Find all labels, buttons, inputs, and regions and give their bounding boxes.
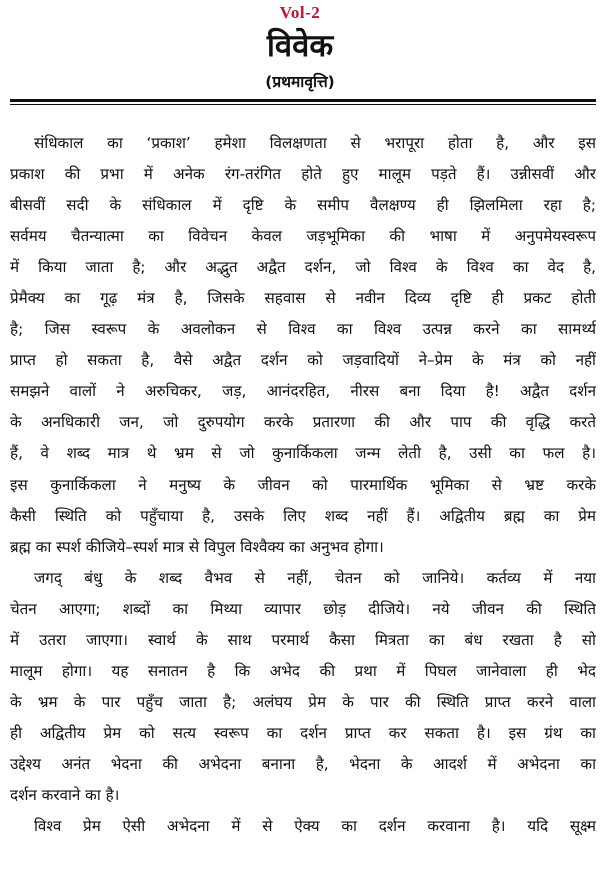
text-line: इस कुनार्किकला ने मनुष्य के जीवन को पारमार्थिक भूमिका से भ्रष्ट करके xyxy=(10,475,596,494)
text-line: में किया जाता है; और अद्भुत अद्वैत दर्शन, जो विश्व के विश्व का वेद है, xyxy=(10,258,596,277)
text-line: हैं, वे शब्द मात्र थे भ्रम से जो कुनार्किकला जन्म लेती है, उसी का फल है। xyxy=(10,444,596,463)
text-line: प्रकाश की प्रभा में अनेक रंग-तरंगित होते हुए मालूम पड़ते हैं। उन्नीसवीं और xyxy=(10,165,596,184)
text-line: समझने वालों ने अरुचिकर, जड़, आनंदरहित, नीरस बना दिया है! अद्वैत दर्शन xyxy=(10,382,596,401)
text-line: में उतरा जाएगा। स्वार्थ के साथ परमार्थ कैसा मित्रता का बंध रखता है सो xyxy=(10,630,596,649)
text-line: कैसी स्थिति को पहुँचाया है, उसके लिए शब्द नहीं हैं। अद्वितीय ब्रह्म का प्रेम xyxy=(10,506,596,525)
document-body xyxy=(10,128,596,842)
text-line: सर्वमय चैतन्यात्मा का विवेचन केवल जड़भूमिका की भाषा में अनुपमेयस्वरूप xyxy=(10,227,596,246)
page-title: विवेक xyxy=(266,28,334,64)
text-line: जगद् बंधु के शब्द वैभव से नहीं, चेतन को जानिये। कर्तव्य में नया xyxy=(34,568,596,587)
header-rule-thick xyxy=(10,99,596,102)
text-line: दर्शन करवाने का है। xyxy=(10,785,120,804)
text-line: मालूम होगा। यह सनातन है कि अभेद की प्रथा में पिघल जानेवाला ही भेद xyxy=(10,661,596,680)
text-line: के भ्रम के पार पहुँच जाता है; अलंघय प्रेम के पार की स्थिति प्राप्त करने वाला xyxy=(10,692,596,711)
text-line: के अनधिकारी जन, जो दुरुपयोग करके प्रतारणा की और पाप की वृद्धि करते xyxy=(10,413,596,432)
text-line: है; जिस स्वरूप के अवलोकन से विश्व का विश्व उत्पन्न करने का सामर्थ्य xyxy=(10,320,596,339)
text-line: उद्देश्य अनंत भेदना की अभेदना बनाना है, भेदना के आदर्श में अभेदना का xyxy=(10,754,596,773)
paragraph-3 xyxy=(10,811,596,842)
text-line: बीसवीं सदी के संधिकाल में दृष्टि के समीप वैलक्षण्य ही झिलमिला रहा है; xyxy=(10,196,596,215)
edition-subtitle: (प्रथमावृत्ति) xyxy=(265,73,335,91)
paragraph-2 xyxy=(10,563,596,811)
header-rule-thin xyxy=(10,104,596,105)
text-line: ही अद्वितीय प्रेम को सत्य स्वरूप का दर्शन प्राप्त कर सकता है। इस ग्रंथ का xyxy=(10,723,596,742)
text-line: प्राप्त हो सकता है, वैसे अद्वैत दर्शन को जड़वादियों ने–प्रेम के मंत्र को नहीं xyxy=(10,351,596,370)
text-line: विश्व प्रेम ऐसी अभेदना में से ऐक्य का दर्शन करवाना है। यदि सूक्ष्म xyxy=(34,817,596,836)
text-line: ब्रह्म का स्पर्श कीजिये–स्पर्श मात्र से विपुल विश्वैक्य का अनुभव होगा। xyxy=(10,537,384,556)
text-line: संधिकाल का ‘प्रकाश’ हमेशा विलक्षणता से भरापूरा होता है, और इस xyxy=(34,134,596,152)
text-line: चेतन आएगा; शब्दों का मिथ्या व्यापार छोड़ दीजिये। नये जीवन की स्थिति xyxy=(10,599,596,618)
volume-label: Vol-2 xyxy=(279,3,321,22)
text-line: प्रेमैक्य का गूढ़ मंत्र है, जिसके सहवास से नवीन दिव्य दृष्टि ही प्रकट होती xyxy=(10,289,596,308)
paragraph-1 xyxy=(10,128,596,563)
